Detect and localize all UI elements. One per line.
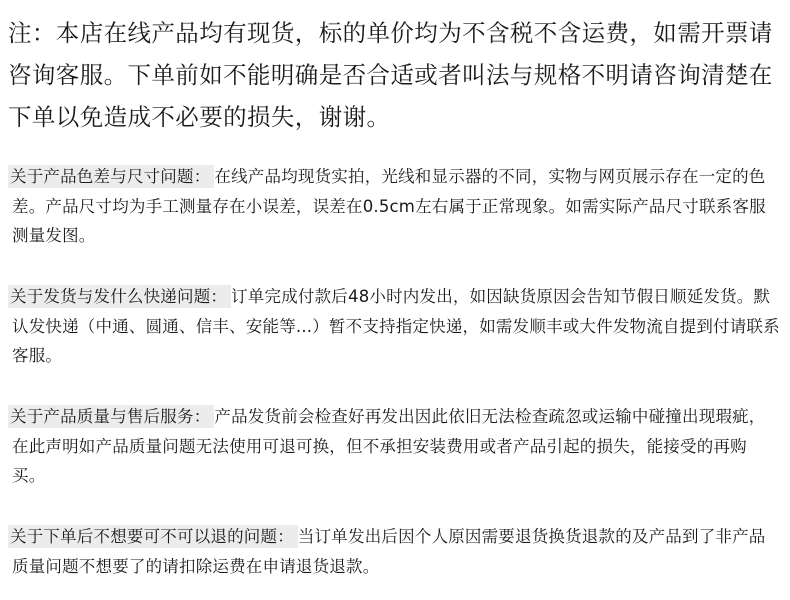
store-notice: 注：本店在线产品均有现货，标的单价均为不含税不含运费，如需开票请咨询客服。下单前如不能明确是否合适或者叫法与规格不明请咨询清楚在下单以免造成不必要的损失，谢谢。: [8, 19, 773, 131]
shipping-section: [12, 282, 780, 371]
section-title: 关于下单后不想要可不可以退的问题：: [8, 525, 298, 548]
quality-aftersales-section: [12, 402, 780, 491]
return-policy-section: [12, 522, 780, 581]
section-body: 订单完成付款后48小时内发出，如因缺货原因会告知节假日顺延发货。默认发快递（中通、圆通、信丰、安能等...）暂不支持指定快递，如需发顺丰或大件发物流自提到付请联系客服。: [12, 287, 780, 365]
section-title: 关于发货与发什么快递问题：: [8, 285, 231, 308]
section-body: 当订单发出后因个人原因需要退货换货退款的及产品到了非产品质量问题不想要了的请扣除运费在申请退货退款。: [12, 527, 766, 576]
section-body: 产品发货前会检查好再发出因此依旧无法检查疏忽或运输中碰撞出现瑕疵，在此声明如产品质量问题无法使用可退可换，但不承担安装费用或者产品引起的损失，能接受的再购买。: [12, 407, 766, 485]
section-title: 关于产品色差与尺寸问题：: [8, 165, 214, 188]
section-body: 在线产品均现货实拍，光线和显示器的不同，实物与网页展示存在一定的色差。产品尺寸均为手工测量存在小误差，误差在0.5cm左右属于正常现象。如需实际产品尺寸联系客服测量发图。: [12, 167, 766, 245]
section-title: 关于产品质量与售后服务：: [8, 405, 214, 428]
color-size-section: [12, 162, 780, 251]
